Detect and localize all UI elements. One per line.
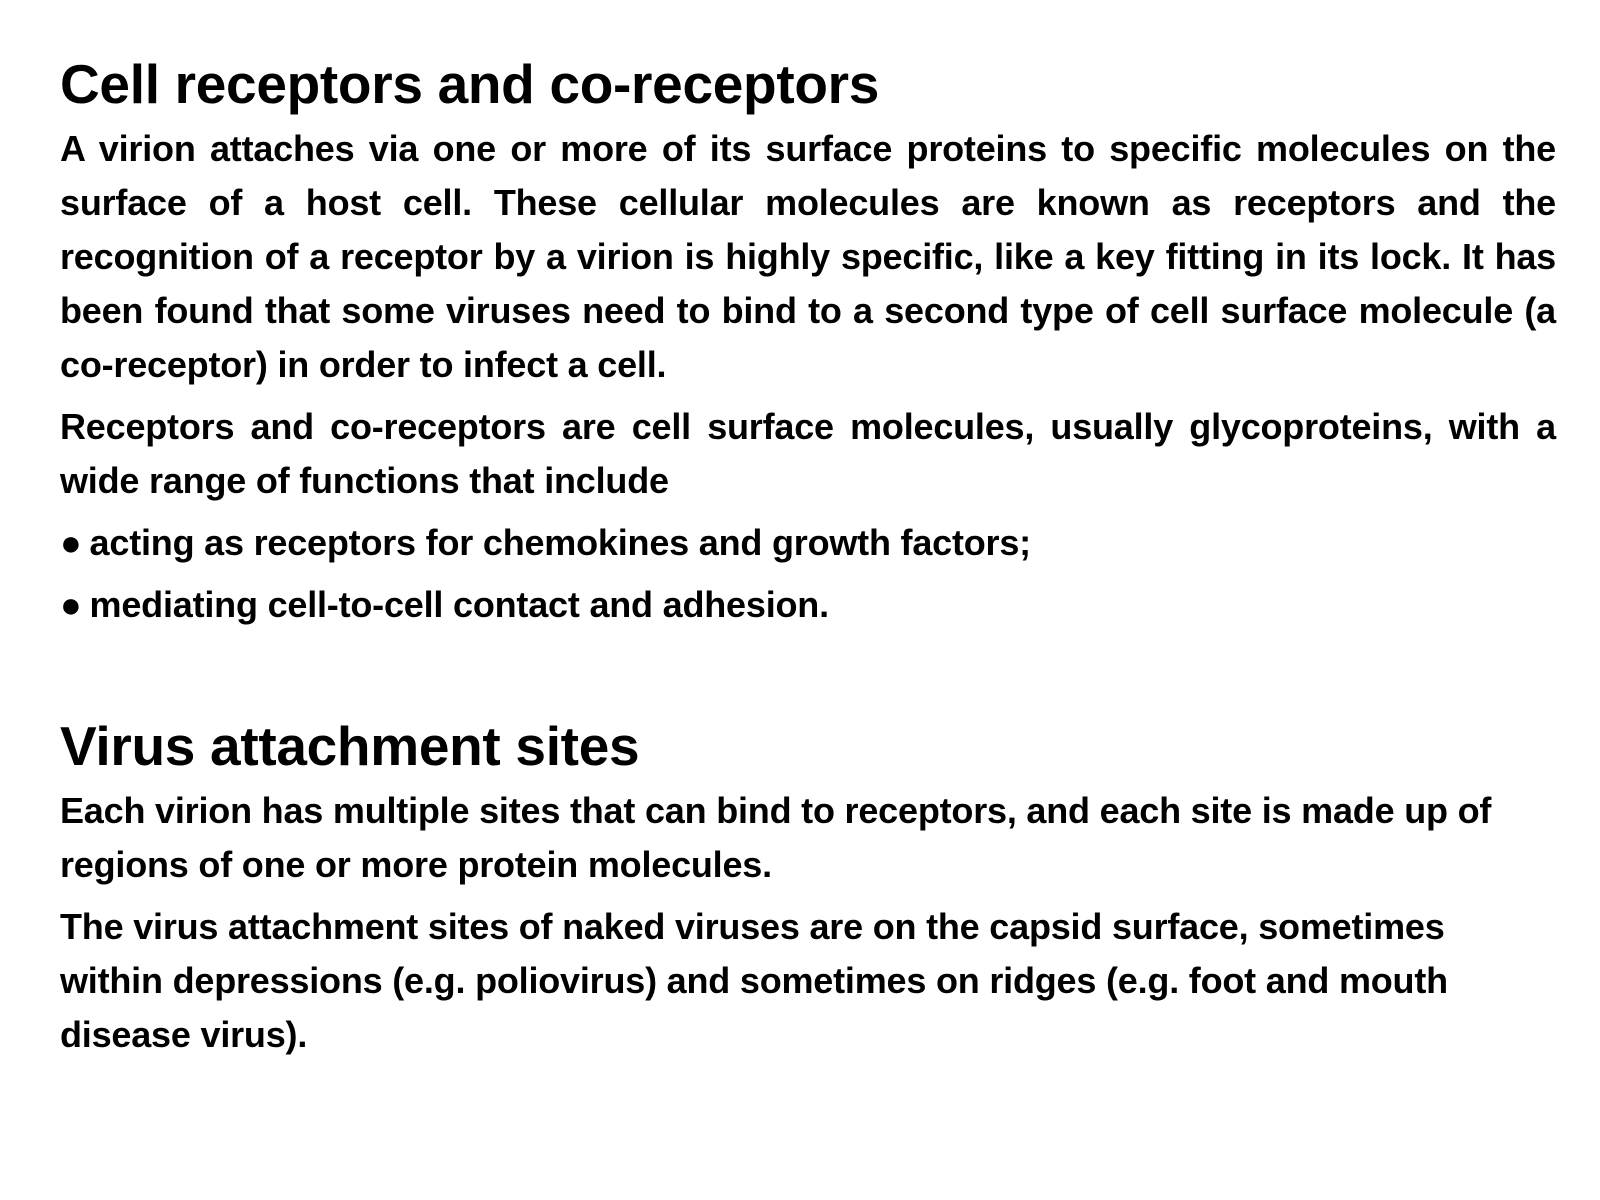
- heading-cell-receptors: Cell receptors and co-receptors: [60, 53, 880, 115]
- section-cell-receptors: [60, 48, 1556, 632]
- bullet-text: mediating cell-to-cell contact and adhesion.: [89, 584, 829, 625]
- bullet-item-chemokines: [60, 516, 1556, 570]
- section-virus-attachment-sites: [60, 710, 1556, 1062]
- paragraph-multiple-sites: Each virion has multiple sites that can bind to receptors, and each site is made up of regions of one or more protein molecules.: [60, 790, 1492, 885]
- bullet-text: acting as receptors for chemokines and growth factors;: [89, 522, 1031, 563]
- bullet-icon: ●: [60, 584, 82, 625]
- paragraph-naked-viruses: The virus attachment sites of naked viruses are on the capsid surface, sometimes within depressions (e.g. poliovirus) and sometimes on ridges (e.g. foot and mouth disease virus).: [60, 906, 1448, 1055]
- bullet-item-adhesion: [60, 578, 1556, 632]
- bullet-icon: ●: [60, 522, 82, 563]
- slide-content: [60, 48, 1556, 1062]
- paragraph-virion-attachment: A virion attaches via one or more of its surface proteins to specific molecules on the surface of a host cell. These cellular molecules are known as receptors and the recognition of a receptor by a virion is highly specific, like a key fitting in its lock. It has been found that some viruses need to bind to a second type of cell surface molecule (a co-receptor) in order to infect a cell.: [60, 128, 1556, 385]
- heading-virus-attachment-sites: Virus attachment sites: [60, 715, 640, 777]
- paragraph-receptor-functions: Receptors and co-receptors are cell surface molecules, usually glycoproteins, with a wide range of functions that include: [60, 406, 1556, 501]
